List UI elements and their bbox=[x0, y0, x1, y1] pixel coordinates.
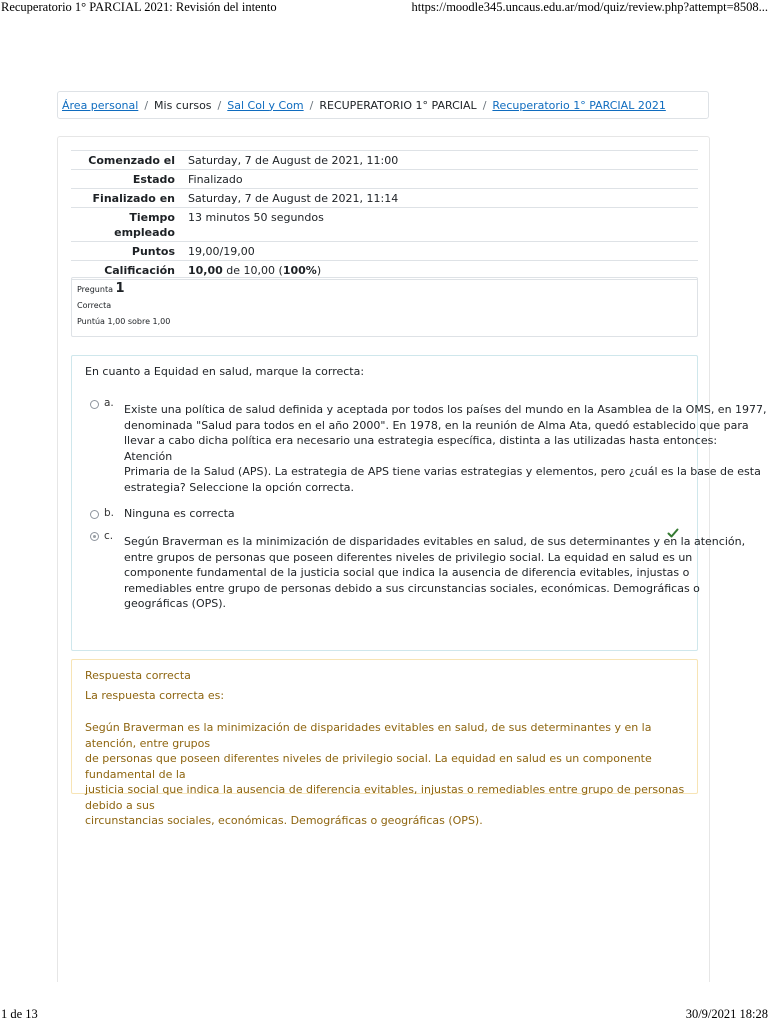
print-header bbox=[0, 0, 768, 16]
option-c-radio[interactable] bbox=[90, 532, 99, 541]
summary-value: Finalizado bbox=[188, 173, 243, 186]
option-a-text[interactable] bbox=[124, 402, 768, 495]
question-text: En cuanto a Equidad en salud, marque la correcta: bbox=[85, 365, 365, 378]
option-line: denominada "Salud para todos en el año 2000". En 1978, en la reunión de Alma Ata, quedó establecido que para bbox=[124, 418, 749, 432]
summary-row-time bbox=[71, 208, 698, 242]
feedback-intro: La respuesta correcta es: bbox=[85, 689, 225, 702]
breadcrumb-separator: / bbox=[309, 98, 314, 112]
feedback-line: de personas que poseen diferentes niveles de privilegio social. La equidad en salud es un componente fundamental de la bbox=[85, 752, 652, 781]
feedback-status: Respuesta correcta bbox=[85, 669, 191, 682]
summary-label: Estado bbox=[132, 173, 175, 186]
grade-percent: 100% bbox=[282, 264, 317, 277]
option-a-radio[interactable] bbox=[90, 400, 99, 409]
question-number-line bbox=[77, 282, 692, 297]
summary-value: Saturday, 7 de August de 2021, 11:14 bbox=[188, 192, 399, 205]
option-line: componente fundamental de la justicia social que indica la ausencia de diferencia evitables, injustas o bbox=[124, 566, 690, 579]
question-number: 1 bbox=[115, 281, 125, 296]
option-line: Existe una política de salud definida y aceptada por todos los países del mundo en la Asamblea de la OMS, en 1977, bbox=[124, 403, 767, 416]
summary-row-state bbox=[71, 170, 698, 189]
option-line: Según Braverman es la minimización de disparidades evitables en salud, de sus determinantes y en la atención, bbox=[124, 535, 746, 548]
summary-label: Puntos bbox=[131, 245, 175, 258]
attempt-summary-table bbox=[71, 150, 698, 280]
grade-of: de 10,00 ( bbox=[222, 264, 283, 277]
feedback-line: justicia social que indica la ausencia de diferencia evitables, injustas o remediables entre grupo de personas debido a sus bbox=[85, 783, 685, 812]
feedback-line: Según Braverman es la minimización de disparidades evitables en salud, de sus determinantes y en la atención, entre grupos bbox=[85, 721, 652, 750]
feedback-line: circunstancias sociales, económicas. Demográficas o geográficas (OPS). bbox=[85, 814, 483, 827]
breadcrumb-section: RECUPERATORIO 1° PARCIAL bbox=[319, 98, 477, 112]
breadcrumb-mis-cursos: Mis cursos bbox=[154, 98, 212, 112]
grade-close: ) bbox=[316, 264, 322, 277]
breadcrumb-course[interactable]: Sal Col y Com bbox=[227, 98, 304, 112]
summary-row-started bbox=[71, 151, 698, 170]
summary-label bbox=[71, 208, 185, 242]
breadcrumb-separator: / bbox=[217, 98, 222, 112]
option-b-text[interactable] bbox=[124, 506, 235, 522]
grade-score: 10,00 bbox=[188, 264, 223, 277]
option-c-text[interactable] bbox=[124, 534, 745, 612]
summary-label-line: empleado bbox=[114, 226, 175, 239]
option-b-radio[interactable] bbox=[90, 510, 99, 519]
option-letter: c. bbox=[104, 530, 114, 542]
summary-label: Finalizado en bbox=[92, 192, 175, 205]
correct-check-icon bbox=[667, 527, 679, 539]
summary-label: Calificación bbox=[104, 264, 175, 277]
question-label: Pregunta bbox=[77, 285, 113, 294]
option-line: estrategia? Seleccione la opción correcta. bbox=[124, 480, 355, 494]
option-line: Ninguna es correcta bbox=[124, 507, 235, 520]
option-line: entre grupos de personas que poseen diferentes niveles de privilegio social. La equidad en salud es un bbox=[124, 550, 693, 564]
print-page-title: Recuperatorio 1° PARCIAL 2021: Revisión del intento bbox=[1, 0, 277, 14]
option-letter: a. bbox=[104, 397, 114, 409]
question-grade: Puntúa 1,00 sobre 1,00 bbox=[77, 317, 171, 326]
summary-label-line: Tiempo bbox=[129, 211, 175, 224]
summary-value: 19,00/19,00 bbox=[188, 245, 255, 258]
option-line: llevar a cabo dicha política era necesario una estrategia específica, distinta a las utilizadas hasta entonces: Atención bbox=[124, 434, 718, 463]
feedback-answer bbox=[85, 720, 685, 829]
print-footer bbox=[0, 1006, 768, 1024]
breadcrumb-separator: / bbox=[482, 98, 487, 112]
print-url: https://moodle345.uncaus.edu.ar/mod/quiz/review.php?attempt=8508... bbox=[411, 0, 768, 14]
option-letter: b. bbox=[104, 507, 115, 519]
breadcrumb-separator: / bbox=[144, 98, 149, 112]
option-line: Primaria de la Salud (APS). La estrategia de APS tiene varias estrategias y elementos, pero ¿cuál es la base de esta bbox=[124, 465, 761, 478]
breadcrumb-area-personal[interactable]: Área personal bbox=[62, 98, 139, 112]
breadcrumb-quiz[interactable]: Recuperatorio 1° PARCIAL 2021 bbox=[492, 98, 666, 112]
summary-row-finished bbox=[71, 189, 698, 208]
print-datetime: 30/9/2021 18:28 bbox=[685, 1007, 768, 1021]
option-line: remediables entre grupo de personas debido a sus circunstancias sociales, económicas. Demográficas o bbox=[124, 581, 700, 595]
feedback-box bbox=[71, 659, 698, 827]
summary-value: 13 minutos 50 segundos bbox=[188, 211, 324, 224]
summary-label: Comenzado el bbox=[88, 154, 175, 167]
summary-value: Saturday, 7 de August de 2021, 11:00 bbox=[188, 154, 399, 167]
question-info-box bbox=[71, 277, 698, 337]
summary-row-points bbox=[71, 242, 698, 261]
print-page-number: 1 de 13 bbox=[1, 1007, 38, 1021]
question-state: Correcta bbox=[77, 301, 112, 310]
option-line: geográficas (OPS). bbox=[124, 597, 227, 610]
breadcrumb bbox=[57, 91, 709, 119]
